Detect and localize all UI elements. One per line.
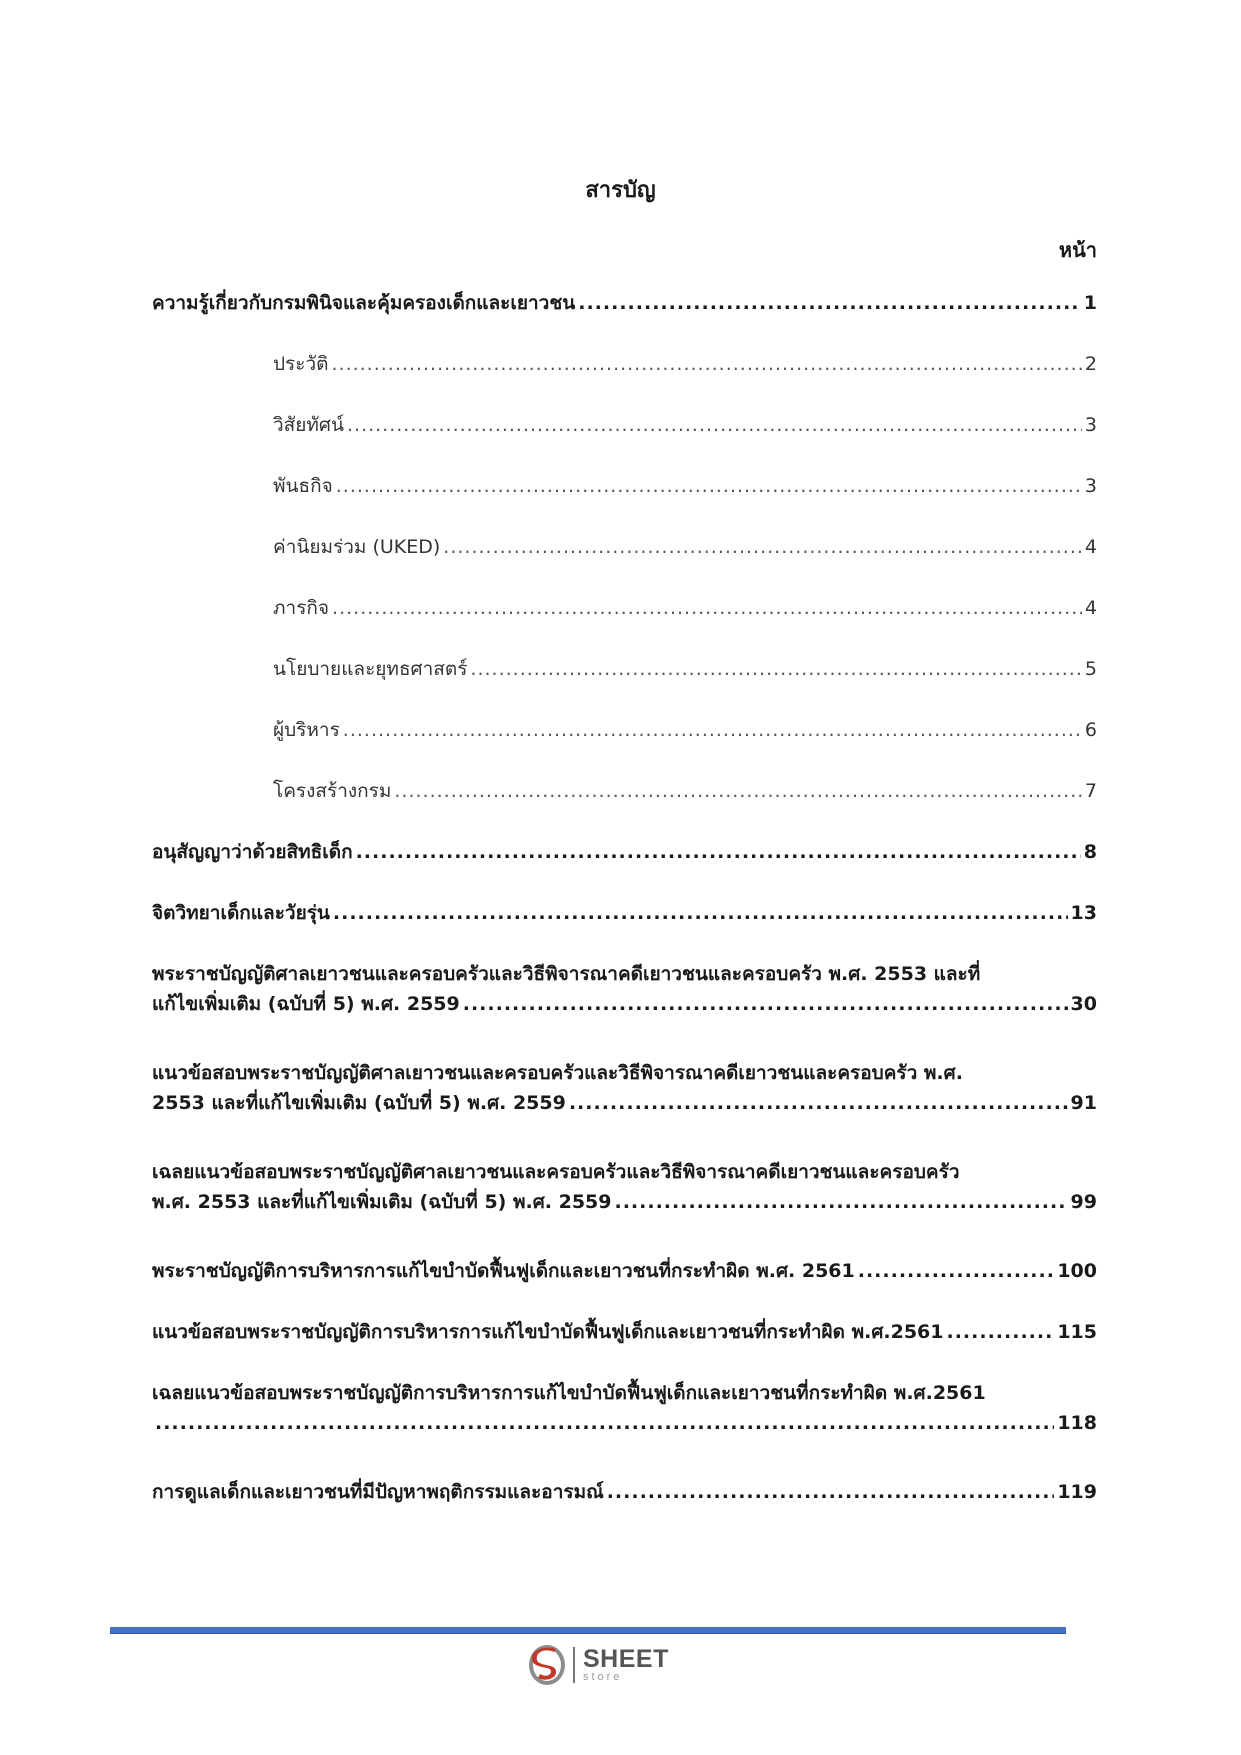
footer-rule [110, 1627, 1066, 1634]
dot-leader [356, 837, 1081, 867]
toc-subentry [152, 654, 1097, 684]
toc-entry-title: ภารกิจ [273, 597, 330, 619]
toc-entry-title-line: เฉลยแนวข้อสอบพระราชบัญญัติศาลเยาวชนและครอบครัวและวิธีพิจารณาคดีเยาวชนและครอบครัว [152, 1161, 960, 1183]
dot-leader [463, 989, 1068, 1019]
toc-page-number: 13 [1070, 902, 1097, 924]
toc-entry [152, 1058, 1097, 1118]
toc-entry-title: ค่านิยมร่วม (UKED) [273, 536, 441, 558]
dot-leader [443, 532, 1082, 562]
toc-page-number: 4 [1084, 536, 1097, 558]
toc-entry-title: นโยบายและยุทธศาสตร์ [273, 658, 468, 680]
toc-page-number: 2 [1084, 353, 1097, 375]
toc-entry [152, 898, 1097, 928]
toc-page-number: 6 [1084, 719, 1097, 741]
toc-entry-title: พระราชบัญญัติการบริหารการแก้ไขบำบัดฟื้นฟูเด็กและเยาวชนที่กระทำผิด พ.ศ. 2561 [152, 1260, 855, 1282]
toc-page-number: 4 [1084, 597, 1097, 619]
toc-entry [152, 1317, 1097, 1347]
toc-entry-row [152, 1477, 1097, 1507]
toc-page-number: 5 [1084, 658, 1097, 680]
toc-entry-title-line: แนวข้อสอบพระราชบัญญัติศาลเยาวชนและครอบครัวและวิธีพิจารณาคดีเยาวชนและครอบครัว พ.ศ. [152, 1062, 963, 1084]
dot-leader [394, 776, 1082, 806]
toc-entry [152, 1378, 1097, 1438]
toc-entry-row [273, 471, 1097, 501]
sheet-store-logo-icon [527, 1643, 567, 1687]
toc-entry [152, 837, 1097, 867]
toc-entry [152, 959, 1097, 1019]
dot-leader [470, 654, 1081, 684]
dot-leader [569, 1088, 1068, 1118]
toc-entry-row [152, 1256, 1097, 1286]
toc-entry-title: วิสัยทัศน์ [273, 414, 344, 436]
toc-page-number: 3 [1084, 414, 1097, 436]
toc-page-number: 100 [1057, 1260, 1097, 1282]
toc-page-number: 1 [1083, 292, 1097, 314]
toc-entry-title: โครงสร้างกรม [273, 780, 392, 802]
dot-leader [607, 1477, 1055, 1507]
toc-page-number: 118 [1057, 1412, 1097, 1434]
toc-entry-row [273, 654, 1097, 684]
dot-leader [333, 898, 1068, 928]
dot-leader [336, 471, 1082, 501]
toc-entry [152, 1157, 1097, 1217]
toc-entry-row [152, 837, 1097, 867]
toc-entry-row [273, 532, 1097, 562]
toc-entry-title-line: เฉลยแนวข้อสอบพระราชบัญญัติการบริหารการแก้ไขบำบัดฟื้นฟูเด็กและเยาวชนที่กระทำผิด พ.ศ.2561 [152, 1382, 986, 1404]
toc-entry-row [152, 288, 1097, 318]
toc-entry [152, 1256, 1097, 1286]
toc-entry-title: แนวข้อสอบพระราชบัญญัติการบริหารการแก้ไขบำบัดฟื้นฟูเด็กและเยาวชนที่กระทำผิด พ.ศ.2561 [152, 1321, 944, 1343]
toc-entry [152, 288, 1097, 318]
toc-entry-title-line: พระราชบัญญัติศาลเยาวชนและครอบครัวและวิธีพิจารณาคดีเยาวชนและครอบครัว พ.ศ. 2553 และที่ [152, 963, 981, 985]
toc-entry-title: ประวัติ [273, 353, 329, 375]
dot-leader [343, 715, 1082, 745]
toc-subentry [152, 471, 1097, 501]
dot-leader [332, 593, 1082, 623]
logo-sub: store [583, 1671, 623, 1683]
toc-page-number: 3 [1084, 475, 1097, 497]
footer-logo [527, 1642, 669, 1688]
toc-entry-row [152, 1408, 1097, 1438]
toc-entry-title: พันธกิจ [273, 475, 333, 497]
dot-leader [578, 288, 1081, 318]
dot-leader [947, 1317, 1055, 1347]
page-title: สารบัญ [585, 178, 656, 203]
toc-entry-title: 2553 และที่แก้ไขเพิ่มเติม (ฉบับที่ 5) พ.ศ. 2559 [152, 1092, 566, 1114]
toc-entry-title: พ.ศ. 2553 และที่แก้ไขเพิ่มเติม (ฉบับที่ 5) พ.ศ. 2559 [152, 1191, 612, 1213]
toc-subentry [152, 776, 1097, 806]
toc-entry-title: ความรู้เกี่ยวกับกรมพินิจและคุ้มครองเด็กและเยาวชน [152, 292, 576, 314]
toc-entry-row [152, 1317, 1097, 1347]
toc-entry-title: จิตวิทยาเด็กและวัยรุ่น [152, 902, 330, 924]
toc-entry-title: อนุสัญญาว่าด้วยสิทธิเด็ก [152, 841, 353, 863]
dot-leader [614, 1187, 1067, 1217]
toc-subentry [152, 532, 1097, 562]
toc-page-number: 119 [1057, 1481, 1097, 1503]
toc-entry-title: ผู้บริหาร [273, 719, 340, 741]
toc-entry-row [273, 776, 1097, 806]
page-column-header: หน้า [1058, 238, 1097, 262]
toc-entry-row [273, 410, 1097, 440]
toc-entry [152, 1477, 1097, 1507]
toc-entry-row [152, 1187, 1097, 1217]
toc-entry-title: แก้ไขเพิ่มเติม (ฉบับที่ 5) พ.ศ. 2559 [152, 993, 460, 1015]
dot-leader [858, 1256, 1055, 1286]
table-of-contents [152, 288, 1097, 1538]
toc-subentry [152, 349, 1097, 379]
toc-entry-row [273, 349, 1097, 379]
toc-subentry [152, 715, 1097, 745]
toc-page-number: 7 [1084, 780, 1097, 802]
toc-page-number: 8 [1083, 841, 1097, 863]
toc-subentry [152, 410, 1097, 440]
toc-entry-row [152, 898, 1097, 928]
toc-entry-row [152, 1088, 1097, 1118]
dot-leader [155, 1408, 1054, 1438]
toc-page-number: 91 [1070, 1092, 1097, 1114]
toc-page-number: 115 [1057, 1321, 1097, 1343]
toc-entry-row [273, 715, 1097, 745]
dot-leader [331, 349, 1081, 379]
dot-leader [347, 410, 1082, 440]
toc-page-number: 99 [1070, 1191, 1097, 1213]
toc-entry-row [152, 989, 1097, 1019]
logo-word: SHEET [583, 1645, 669, 1673]
toc-subentry [152, 593, 1097, 623]
toc-entry-row [273, 593, 1097, 623]
toc-page-number: 30 [1070, 993, 1097, 1015]
toc-entry-title: การดูแลเด็กและเยาวชนที่มีปัญหาพฤติกรรมและอารมณ์ [152, 1481, 604, 1503]
